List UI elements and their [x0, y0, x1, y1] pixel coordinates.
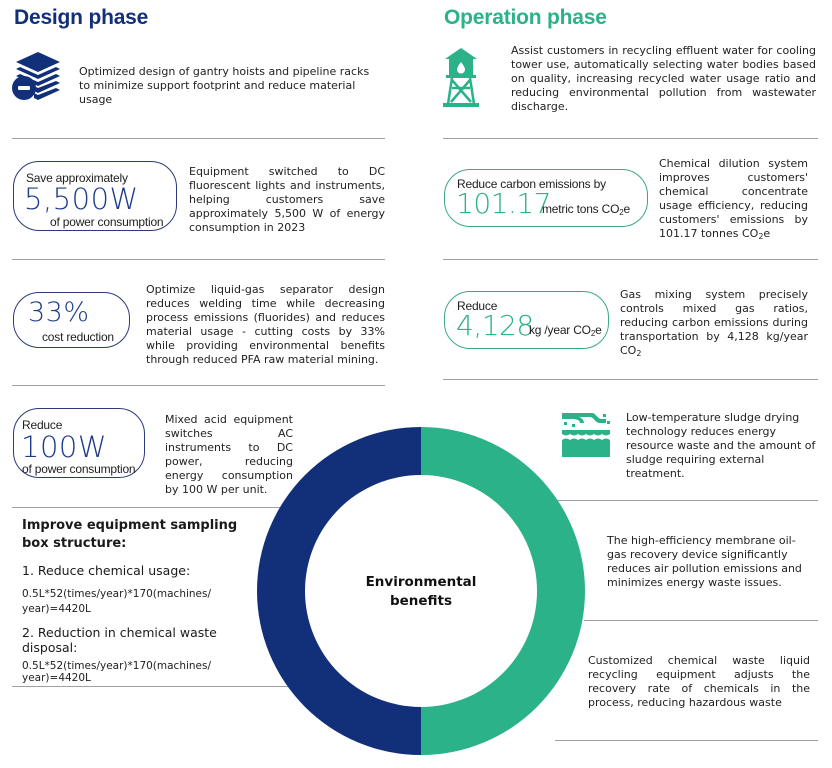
design-card-2-text: Optimize liquid-gas separator design reduces welding time while decreasing process emissions (fluorides) and reduces material usage - cutting costs by 33% while providing environmental benefits through reduced PFA raw material mining. — [146, 283, 385, 366]
operation-phase-title: Operation phase — [444, 6, 607, 29]
stat-card-power-5500 — [13, 161, 177, 231]
divider — [443, 379, 818, 380]
divider — [12, 138, 385, 139]
stat-card-carbon-4128 — [444, 291, 609, 349]
stat-label-bottom: cost reduction — [42, 330, 114, 344]
divider — [555, 500, 818, 501]
sampling-item-2-heading: 2. Reduction in chemical waste disposal: — [22, 625, 217, 655]
stat-label-top: Reduce — [457, 299, 498, 313]
sludge-text: Low-temperature sludge drying technology reduces energy resource waste and the amount of sludge requiring external treatment. — [626, 411, 816, 480]
design-phase-title: Design phase — [14, 6, 149, 29]
stat-card-cost-33 — [13, 292, 130, 348]
water-tower-icon — [443, 46, 479, 108]
center-label-line-1: Environmental — [365, 574, 477, 590]
design-card-3-text: Mixed acid equipment switches AC instruments to DC power, reducing energy consumption by 100 W per unit. — [165, 413, 293, 496]
design-intro-text: Optimized design of gantry hoists and pipeline racks to minimize support footprint and reduce material usage — [79, 65, 370, 106]
stat-value: 4,128 — [456, 309, 534, 342]
stat-card-carbon-101 — [444, 169, 648, 227]
stat-label-bottom: of power consumption — [50, 215, 164, 229]
operation-card-1-text: Chemical dilution system improves customers' chemical concentrate usage efficiency, reducing customers' emissions by 101.17 tonnes $CO_2e$ — [659, 157, 808, 241]
stat-value: 33% — [28, 297, 90, 328]
stat-label-top: Reduce — [22, 418, 63, 432]
divider — [443, 259, 818, 260]
design-card-1-text: Equipment switched to DC fluorescent lights and instruments, helping customers save approximately 5,500 W of energy consumption in 2023 — [189, 165, 385, 234]
layers-minus-icon — [10, 50, 62, 102]
stat-card-power-100 — [13, 408, 145, 478]
center-label-line-2: benefits — [389, 593, 453, 609]
stat-unit: metric tons $CO_2e$ — [542, 202, 630, 217]
sampling-item-1-heading: 1. Reduce chemical usage: — [22, 563, 191, 578]
stat-label-top: Reduce carbon emissions by — [457, 177, 606, 191]
stat-value: 101.17 — [456, 187, 551, 220]
center-label — [346, 573, 496, 611]
sampling-title: Improve equipment sampling box structure: — [22, 518, 238, 551]
stat-unit: kg /year $CO_2e$ — [529, 323, 602, 338]
divider — [12, 385, 385, 386]
sampling-item-1-formula: 0.5L*52(times/year)*170(machines/ year)=4420L — [22, 588, 212, 615]
divider — [443, 138, 818, 139]
stat-label-top: Save approximately — [26, 171, 128, 185]
membrane-text: The high-efficiency membrane oil-gas recovery device significantly reduces air pollution emissions and minimizes energy waste issues. — [607, 534, 802, 589]
stat-value: 100W — [21, 430, 108, 464]
recycling-text: Customized chemical waste liquid recycling equipment adjusts the recovery rate of chemicals in the process, reducing hazardous waste — [588, 654, 810, 709]
sampling-item-2-formula: 0.5L*52(times/year)*170(machines/ year)=4420L — [22, 660, 212, 684]
stat-label-bottom: of power consumption — [22, 462, 136, 476]
stat-value: 5,500W — [24, 182, 139, 216]
operation-intro-text: Assist customers in recycling effluent water for cooling tower use, automatically selecting water bodies based on quality, increasing recycled water usage ratio and reducing environmental pollution from wastewater discharge. — [511, 44, 816, 113]
divider — [12, 259, 385, 260]
divider — [555, 740, 818, 741]
operation-card-2-text: Gas mixing system precisely controls mixed gas ratios, reducing carbon emissions during transportation by 4,128 kg/year $CO_2$ — [620, 288, 808, 358]
divider — [584, 620, 818, 621]
